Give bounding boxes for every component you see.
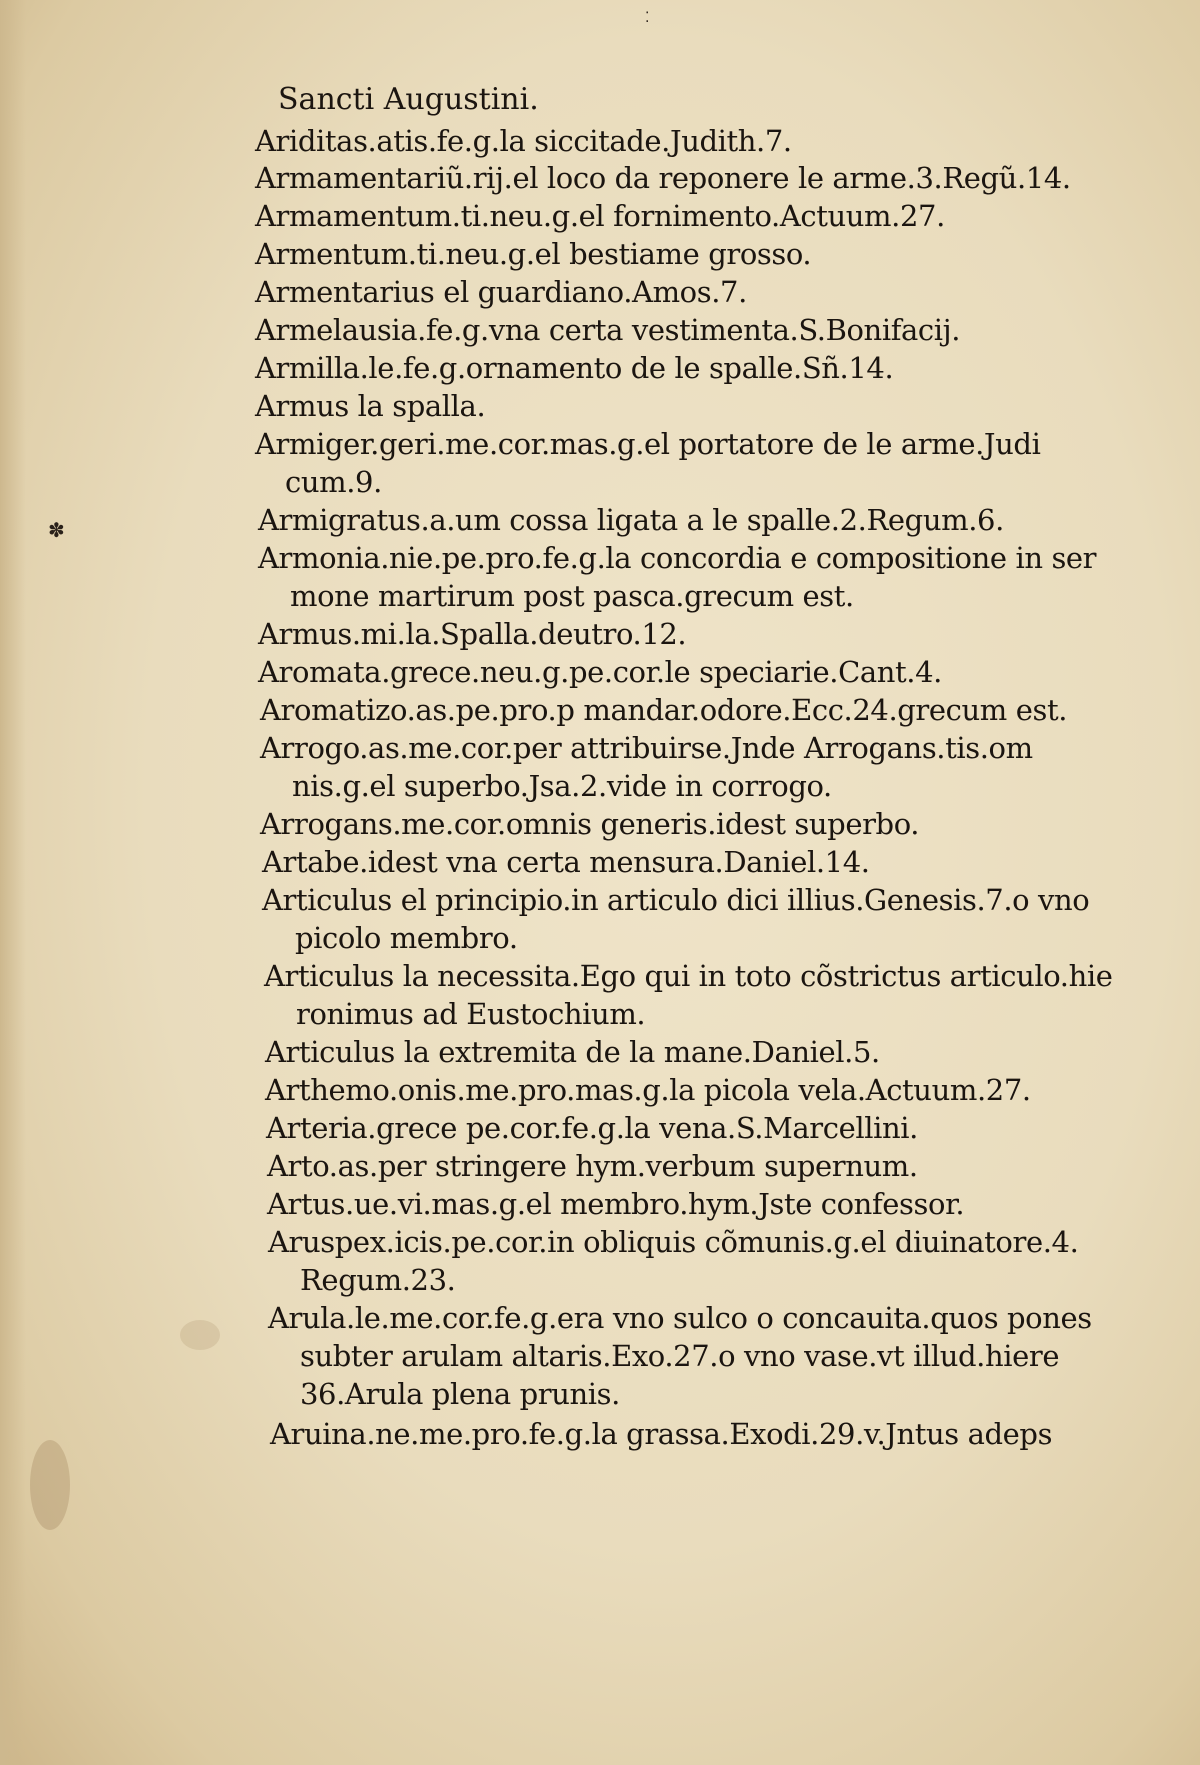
entry-continuation: picolo membro. [295,921,518,955]
ink-speck: ⁚ [645,10,650,26]
entry-continuation: subter arulam altaris.Exo.27.o vno vase.vt illud.hiere [300,1339,1060,1373]
entry-line: Armamentum.ti.neu.g.el fornimento.Actuum.27. [255,199,945,233]
entry-line: Armiger.geri.me.cor.mas.g.el portatore de le arme.Judi [255,427,1041,461]
entry-line: Artabe.idest vna certa mensura.Daniel.14. [262,845,870,879]
entry-line: Articulus el principio.in articulo dici illius.Genesis.7.o vno [262,883,1090,917]
entry-line: Arto.as.per stringere hym.verbum supernum. [267,1149,918,1183]
entry-line: Arthemo.onis.me.pro.mas.g.la picola vela.Actuum.27. [265,1073,1031,1107]
entry-continuation: Regum.23. [300,1263,456,1297]
entry-line: Armentum.ti.neu.g.el bestiame grosso. [255,237,812,271]
entry-line: Ariditas.atis.fe.g.la siccitade.Judith.7. [255,124,792,158]
entry-line: Armentarius el guardiano.Amos.7. [255,275,747,309]
entry-continuation: mone martirum post pasca.grecum est. [290,579,854,613]
entry-line: Armus la spalla. [255,389,486,423]
entry-line: Artus.ue.vi.mas.g.el membro.hym.Jste confessor. [267,1187,965,1221]
entry-line: Aromata.grece.neu.g.pe.cor.le speciarie.Cant.4. [258,655,942,689]
entry-line: Armilla.le.fe.g.ornamento de le spalle.Sñ.14. [255,351,894,385]
entry-continuation: cum.9. [285,465,382,499]
entry-line: Arteria.grece pe.cor.fe.g.la vena.S.Marcellini. [266,1111,918,1145]
entry-line: Armonia.nie.pe.pro.fe.g.la concordia e compositione in ser [258,541,1097,575]
entry-line: Arula.le.me.cor.fe.g.era vno sulco o concauita.quos pones [268,1301,1092,1335]
entry-line: Aruina.ne.me.pro.fe.g.la grassa.Exodi.29.v.Jntus adeps [270,1417,1053,1451]
entry-line: Armigratus.a.um cossa ligata a le spalle.2.Regum.6. [258,503,1004,537]
entry-continuation: ronimus ad Eustochium. [296,997,646,1031]
entry-line: Articulus la extremita de la mane.Daniel.5. [265,1035,880,1069]
entry-line: Armelausia.fe.g.vna certa vestimenta.S.Bonifacij. [255,313,961,347]
entry-line: Armamentariũ.rij.el loco da reponere le arme.3.Regũ.14. [255,161,1071,195]
entry-line: Aruspex.icis.pe.cor.in obliquis cõmunis.g.el diuinatore.4. [268,1225,1079,1259]
running-head: Sancti Augustini. [278,82,539,117]
entry-continuation: 36.Arula plena prunis. [300,1377,620,1411]
entry-line: Aromatizo.as.pe.pro.p mandar.odore.Ecc.24.grecum est. [260,693,1068,727]
entry-line: Armus.mi.la.Spalla.deutro.12. [258,617,687,651]
entry-line: Arrogans.me.cor.omnis generis.idest superbo. [260,807,920,841]
entry-line: Arrogo.as.me.cor.per attribuirse.Jnde Arrogans.tis.om [260,731,1033,765]
entry-continuation: nis.g.el superbo.Jsa.2.vide in corrogo. [292,769,832,803]
printer-ornament-icon: ✽ [48,518,65,542]
entry-line: Articulus la necessita.Ego qui in toto cõstrictus articulo.hie [264,959,1113,993]
